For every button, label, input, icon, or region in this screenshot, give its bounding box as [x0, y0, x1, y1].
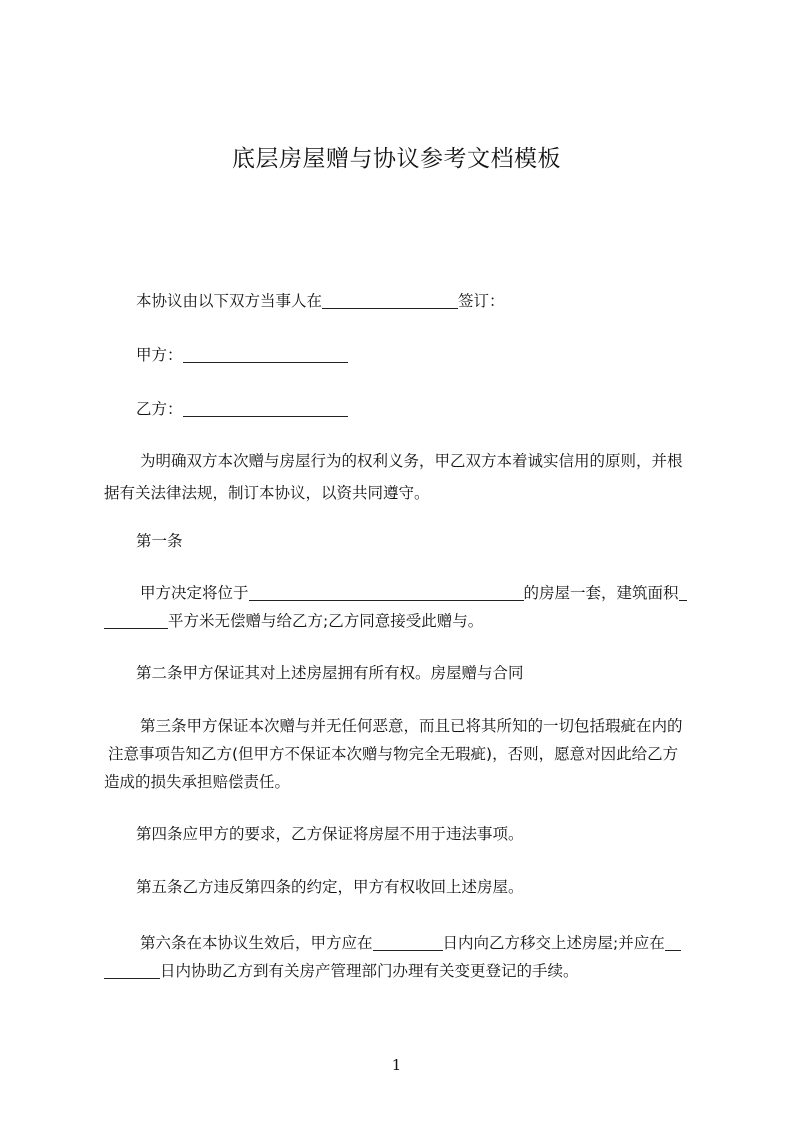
intro-text: 本协议由以下双方当事人在	[136, 292, 323, 310]
party-b-blank	[183, 399, 348, 417]
article-1-text: 甲方决定将位于	[140, 584, 249, 602]
article-1-line-2	[104, 604, 704, 638]
article-1-text-end: 的房屋一套，建筑面积	[523, 584, 679, 602]
article-6-line-2	[104, 954, 704, 988]
party-b-line	[136, 392, 736, 426]
article-5: 第五条乙方违反第四条的约定，甲方有权收回上述房屋。	[136, 878, 524, 896]
article-2: 第二条甲方保证其对上述房屋拥有所有权。房屋赠与合同	[136, 664, 524, 682]
registration-days-blank-start	[665, 933, 681, 951]
intro-line	[136, 284, 736, 318]
handover-days-blank	[373, 933, 443, 951]
party-b-label: 乙方：	[136, 400, 183, 418]
article-6-text: 第六条在本协议生效后，甲方应在	[140, 934, 373, 952]
party-a-line	[136, 338, 736, 372]
intro-text-end: 签订：	[458, 292, 505, 310]
registration-days-blank	[104, 961, 160, 979]
property-location-blank	[249, 583, 524, 601]
article-6-text-mid: 日内向乙方移交上述房屋;并应在	[442, 934, 665, 952]
party-a-label: 甲方：	[136, 346, 183, 364]
article-3-line-2: 注意事项告知乙方(但甲方不保证本次赠与物完全无瑕疵)，否则，愿意对因此给乙方	[108, 745, 679, 763]
article-1-heading: 第一条	[136, 532, 183, 550]
area-blank	[104, 611, 168, 629]
preamble-line-2: 据有关法律法规，制订本协议，以资共同遵守。	[104, 484, 430, 502]
article-4: 第四条应甲方的要求，乙方保证将房屋不用于违法事项。	[136, 825, 524, 843]
article-1-text-2: 平方米无偿赠与给乙方;乙方同意接受此赠与。	[168, 612, 484, 630]
party-a-blank	[183, 345, 348, 363]
page-number: 1	[391, 1056, 402, 1074]
area-blank-start	[679, 583, 687, 601]
document-title: 底层房屋赠与协议参考文档模板	[232, 146, 561, 172]
signing-place-blank	[322, 291, 458, 309]
preamble-line-1: 为明确双方本次赠与房屋行为的权利义务，甲乙双方本着诚实信用的原则，并根	[140, 452, 683, 470]
article-3-line-3: 造成的损失承担赔偿责任。	[104, 773, 291, 791]
article-6-text-end: 日内协助乙方到有关房产管理部门办理有关变更登记的手续。	[160, 962, 579, 980]
article-3-line-1: 第三条甲方保证本次赠与并无任何恶意，而且已将其所知的一切包括瑕疵在内的	[140, 717, 683, 735]
